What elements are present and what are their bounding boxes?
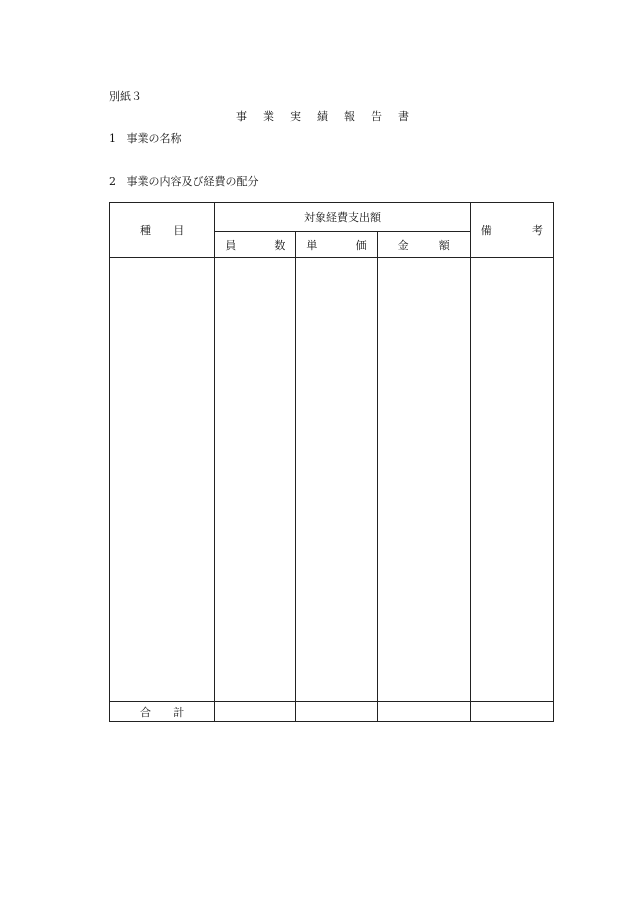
header-item-char: 目	[173, 224, 185, 237]
body-cell-remarks[interactable]	[470, 258, 553, 702]
header-unit-price	[296, 232, 377, 258]
title-char: 実	[290, 110, 301, 123]
title-char: 告	[371, 110, 382, 123]
section-number: 1	[109, 132, 116, 145]
section-label: 事業の内容及び経費の配分	[126, 175, 259, 188]
total-cell-members[interactable]	[215, 702, 296, 722]
body-cell-members[interactable]	[215, 258, 296, 702]
header-members-char: 数	[274, 238, 286, 252]
title-char: 書	[398, 110, 409, 123]
header-item	[110, 203, 215, 258]
section-1-heading	[109, 130, 182, 146]
header-unit-price-char: 価	[355, 238, 367, 252]
header-remarks-char: 備	[480, 224, 492, 237]
body-cell-unit-price[interactable]	[296, 258, 377, 702]
header-expense-group: 対象経費支出額	[215, 203, 471, 232]
title-char: 事	[236, 110, 247, 123]
header-remarks	[470, 203, 553, 258]
section-label: 事業の名称	[126, 132, 182, 145]
attachment-label: 別紙３	[109, 90, 142, 103]
total-label	[110, 702, 215, 722]
total-label-char: 合	[140, 705, 151, 719]
header-remarks-char: 考	[532, 224, 543, 237]
total-cell-unit-price[interactable]	[296, 702, 377, 722]
section-number: 2	[109, 175, 116, 188]
document-title	[236, 108, 425, 124]
total-cell-remarks[interactable]	[470, 702, 553, 722]
header-item-char: 種	[140, 224, 151, 237]
header-amount-char: 金	[397, 238, 409, 252]
header-unit-price-char: 単	[306, 238, 318, 252]
body-cell-amount[interactable]	[377, 258, 470, 702]
header-members	[215, 232, 296, 258]
expense-table	[109, 202, 554, 722]
total-cell-amount[interactable]	[377, 702, 470, 722]
total-label-char: 計	[173, 705, 185, 719]
header-members-char: 員	[225, 238, 237, 252]
title-char: 業	[263, 110, 274, 123]
header-amount-char: 額	[438, 238, 450, 252]
title-char: 報	[344, 110, 355, 123]
body-cell-item[interactable]	[110, 258, 215, 702]
title-char: 績	[317, 110, 328, 123]
section-2-heading	[109, 173, 259, 189]
header-amount	[377, 232, 470, 258]
